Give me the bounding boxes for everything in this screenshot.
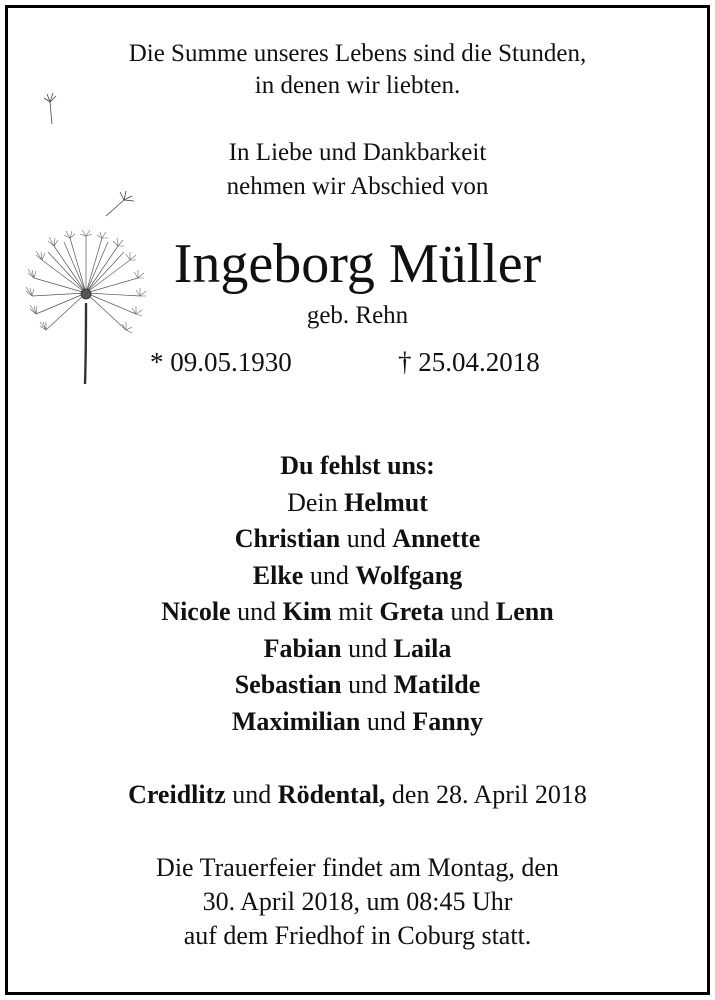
place-name: Rödental, bbox=[277, 780, 386, 809]
family-member: Lenn bbox=[495, 597, 554, 626]
intro-line: nehmen wir Abschied von bbox=[226, 173, 489, 200]
birth-date: * 09.05.1930 bbox=[150, 347, 292, 377]
obituary-notice bbox=[5, 5, 710, 995]
family-text: Dein bbox=[287, 487, 345, 517]
death-date: † 25.04.2018 bbox=[398, 347, 540, 377]
motto-line: Die Summe unseres Lebens sind die Stunden, bbox=[128, 40, 587, 67]
family-member: Laila bbox=[393, 633, 452, 663]
family-text: und bbox=[340, 524, 393, 553]
family-member: Nicole bbox=[161, 597, 231, 626]
family-line bbox=[8, 558, 707, 595]
family-member: Fanny bbox=[412, 706, 484, 736]
family-text: und bbox=[360, 706, 413, 736]
family-heading-text: Du fehlst uns: bbox=[280, 451, 435, 480]
family-member: Helmut bbox=[344, 487, 428, 517]
family-line bbox=[8, 594, 707, 631]
deceased-name: Ingeborg Müller bbox=[173, 233, 542, 295]
family-member: Kim bbox=[282, 597, 332, 626]
birth-name: geb. Rehn bbox=[306, 302, 409, 329]
funeral-line: auf dem Friedhof in Coburg statt. bbox=[183, 921, 532, 950]
family-line bbox=[8, 667, 707, 704]
family-member: Maximilian bbox=[231, 706, 361, 736]
family-member: Matilde bbox=[393, 670, 481, 699]
date-text: den 28. April 2018 bbox=[385, 780, 587, 809]
funeral-line: 30. April 2018, um 08:45 Uhr bbox=[202, 887, 513, 916]
family-member: Wolfgang bbox=[355, 560, 463, 590]
family-list bbox=[8, 448, 707, 740]
family-text: mit bbox=[331, 597, 380, 626]
motto-line: in denen wir liebten. bbox=[254, 72, 461, 99]
family-member: Fabian bbox=[263, 633, 342, 663]
place-text: und bbox=[225, 780, 278, 809]
intro bbox=[8, 136, 707, 204]
place-date bbox=[8, 778, 707, 812]
family-member: Sebastian bbox=[234, 670, 342, 699]
family-text: und bbox=[303, 560, 356, 590]
motto bbox=[8, 38, 707, 102]
family-text: und bbox=[443, 597, 496, 626]
family-line bbox=[8, 631, 707, 668]
intro-line: In Liebe und Dankbarkeit bbox=[228, 139, 487, 166]
place-name: Creidlitz bbox=[128, 780, 226, 809]
family-heading bbox=[8, 448, 707, 485]
funeral-info bbox=[8, 851, 707, 953]
family-member: Elke bbox=[252, 560, 304, 590]
family-member: Christian bbox=[234, 524, 341, 553]
family-line bbox=[8, 704, 707, 741]
family-line bbox=[8, 485, 707, 522]
family-text: und bbox=[341, 670, 394, 699]
family-text: und bbox=[230, 597, 283, 626]
family-text: und bbox=[341, 633, 394, 663]
family-member: Annette bbox=[392, 524, 481, 553]
funeral-line: Die Trauerfeier findet am Montag, den bbox=[156, 853, 559, 882]
family-member: Greta bbox=[379, 597, 444, 626]
family-line bbox=[8, 521, 707, 558]
